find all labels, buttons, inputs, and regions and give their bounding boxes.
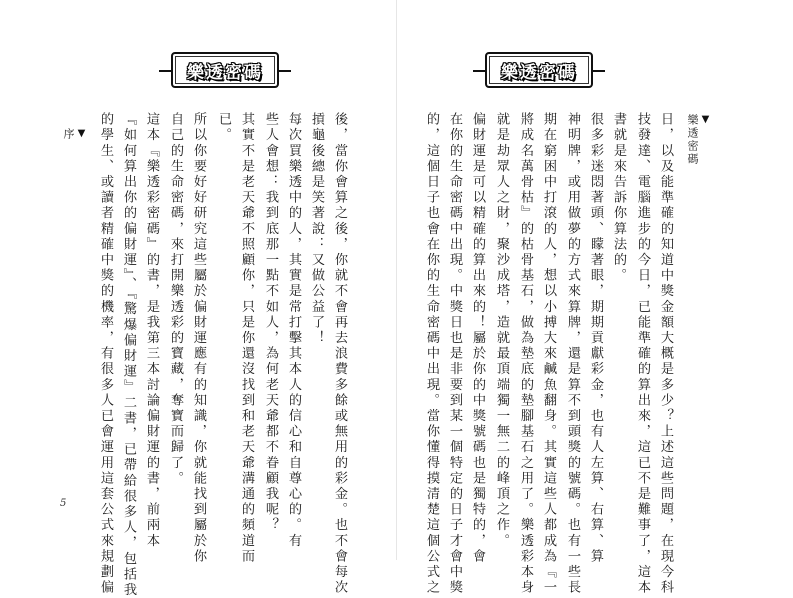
text-column: 書就是來告訴你算法的。 bbox=[611, 112, 626, 284]
text-column: 摃龜後總是笑著說：又做公益了！ bbox=[309, 112, 324, 346]
left-page bbox=[0, 0, 396, 598]
text-column: 所以你要好好研究這些屬於偏財運應有的知識，你就能找到屬於你 bbox=[191, 112, 206, 565]
text-column: 每次買樂透中的人，其實是常打擊其本人的信心和自尊心的。有 bbox=[286, 112, 301, 549]
text-column: 將成名萬骨枯』的枯骨基石，做為墊底的墊腳基石之用了。樂透彩本身 bbox=[518, 112, 533, 596]
header-mark-icon: ▼ bbox=[700, 114, 711, 127]
right-page bbox=[397, 0, 793, 596]
text-column: 其實不是老天爺不照顧你，只是你還沒找到和老天爺溝通的頻道而 bbox=[239, 112, 254, 565]
text-column: 些人會想：我到底那一點不如人，為何老天爺都不眷顧我呢？ bbox=[263, 112, 278, 534]
book-title-logo: 樂透密碼 bbox=[171, 52, 279, 88]
running-book-title: 樂透密碼 bbox=[686, 114, 699, 166]
text-column: 已。 bbox=[216, 112, 231, 144]
book-title-logo: 樂透密碼 bbox=[485, 52, 593, 88]
text-column: 在你的生命密碼中出現。中獎日也是非要到某一個特定的日子才會中獎 bbox=[447, 112, 462, 596]
text-column: 神明牌，或用做夢的方式來算牌，還是算不到頭獎的號碼。也有一些長 bbox=[565, 112, 580, 596]
text-column: 的學生、或讀者精確中獎的機率，有很多人已會運用這套公式來規劃偏 bbox=[98, 112, 113, 596]
text-column: 的，這個日子也會在你的生命密碼中出現。當你懂得摸清楚這個公式之 bbox=[424, 112, 439, 596]
chapter-label: 序 bbox=[62, 128, 75, 141]
text-column: 『如何算出你的偏財運』、『驚爆偏財運』二書，已帶給很多人，包括我 bbox=[121, 112, 136, 598]
text-column: 期在窮困中打滾的人，想以小搏大來鹹魚翻身。其實這些人都成為『一 bbox=[541, 112, 556, 596]
page-number: 5 bbox=[60, 498, 67, 509]
text-column: 偏財運是可以精確的算出來的！屬於你的中獎號碼也是獨特的，會 bbox=[470, 112, 485, 565]
text-column: 很多彩迷悶著頭、矇著眼，期期貢獻彩金，也有人左算、右算、算 bbox=[588, 112, 603, 565]
text-column: 這本『樂透彩密碼』的書，是我第三本討論偏財運的書，前兩本 bbox=[144, 112, 159, 549]
text-column: 技發達、電腦進步的今日，已能準確的算出來，這已不是難事了，這本 bbox=[635, 112, 650, 596]
text-column: 後，當你會算之後，你就不會再去浪費多餘或無用的彩金。也不會每次 bbox=[332, 112, 347, 596]
text-column: 自己的生命密碼，來打開樂透彩的寶藏，奪寶而歸了。 bbox=[168, 112, 183, 487]
text-column: 日，以及能準確的知道中獎金額大概是多少？上述這些問題，在現今科 bbox=[658, 112, 673, 596]
header-mark-icon: ▼ bbox=[76, 128, 87, 141]
text-column: 就是劫眾人之財，聚沙成塔，造就最頂端獨一無二的峰頂之作。 bbox=[494, 112, 509, 549]
running-header-left bbox=[60, 128, 87, 141]
running-header-right bbox=[684, 114, 711, 166]
